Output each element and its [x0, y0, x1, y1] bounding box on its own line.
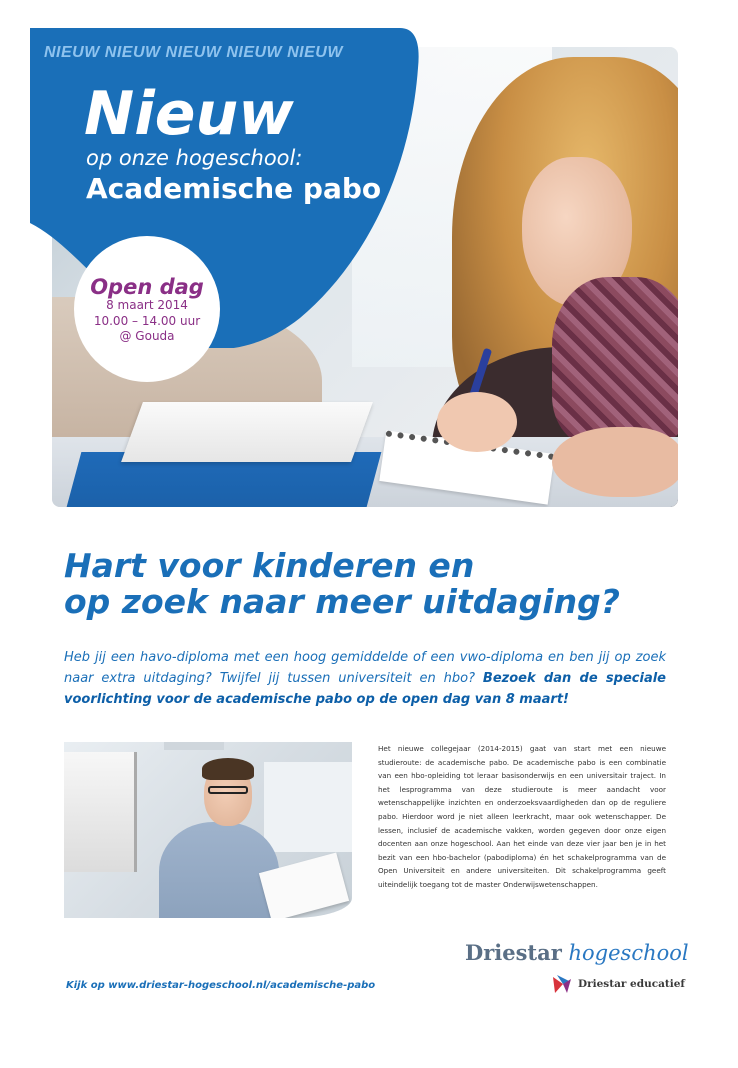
headline-line-2: op zoek naar meer uitdaging?: [64, 581, 620, 621]
open-day-date: 8 maart 2014: [106, 298, 188, 313]
website-link[interactable]: Kijk op www.driestar-hogeschool.nl/academische-pabo: [66, 980, 376, 991]
logo-sub: hogeschool: [568, 941, 689, 965]
photo-screen: [264, 762, 352, 852]
headline: [64, 548, 620, 619]
photo-glasses: [208, 786, 248, 794]
driestar-educatief-logo: [551, 972, 685, 996]
open-day-time: 10.00 – 14.00 uur: [93, 313, 201, 328]
logo-brand: Driestar: [465, 940, 562, 965]
banner-subtitle: op onze hogeschool:: [86, 146, 303, 170]
open-day-location: @ Gouda: [119, 329, 175, 344]
body-paragraph: Het nieuwe collegejaar (2014-2015) gaat van start met een nieuwe studieroute: de academische pabo. De academische pabo is een combinatie van een hbo-opleiding tot leraar basisonderwijs en een universitair traject. In het lesprogramma van deze studieroute is meer aandacht voor wetenschappelijke inzichten en onderzoeksvaardigheden dan op de reguliere pabo. Hierdoor word je niet alleen leerkracht, maar ook wetenschapper. De lessen, inclusief de academische vakken, worden gegeven door onze eigen docenten aan onze hogeschool. Aan het einde van deze vier jaar ben je in het bezit van een hbo-bachelor (pabodiploma) én het schakelprogramma van de Open Universiteit en andere universiteiten. Dit schakelprogramma geeft uiteindelijk toegang tot de master Onderwijswetenschappen.: [378, 744, 666, 889]
headline-line-1: Hart voor kinderen en: [64, 546, 475, 585]
photo-hand-right: [552, 427, 678, 497]
intro-highlight: Bezoek dan de speciale voorlichting voor de academische pabo op de open dag van 8 maart!: [64, 670, 666, 707]
banner-repeat-text: NIEUW NIEUW NIEUW NIEUW NIEUW: [44, 44, 343, 61]
intro-paragraph: [64, 648, 666, 710]
photo-hair-man: [202, 758, 254, 780]
open-day-title: Open dag: [90, 275, 204, 299]
teacher-photo: [64, 742, 352, 918]
photo-whiteboard: [64, 752, 137, 872]
driestar-mark-icon: [551, 973, 573, 995]
photo-book: [121, 402, 373, 462]
driestar-hogeschool-logo: [465, 940, 689, 965]
banner-program: Academische pabo: [86, 172, 382, 205]
photo-scarf: [552, 277, 678, 447]
secondary-logo-text: Driestar educatief: [578, 978, 685, 990]
photo-hand: [437, 392, 517, 452]
photo-lamp: [164, 742, 224, 750]
photo-shirt: [159, 822, 279, 918]
intro-text: Heb jij een havo-diploma met een hoog gemiddelde of een vwo-diploma en ben jij op zoek naar extra uitdaging? Twijfel jij tussen universiteit en hbo?: [64, 650, 666, 686]
open-day-badge: [74, 236, 220, 382]
banner-title: Nieuw: [84, 79, 294, 149]
